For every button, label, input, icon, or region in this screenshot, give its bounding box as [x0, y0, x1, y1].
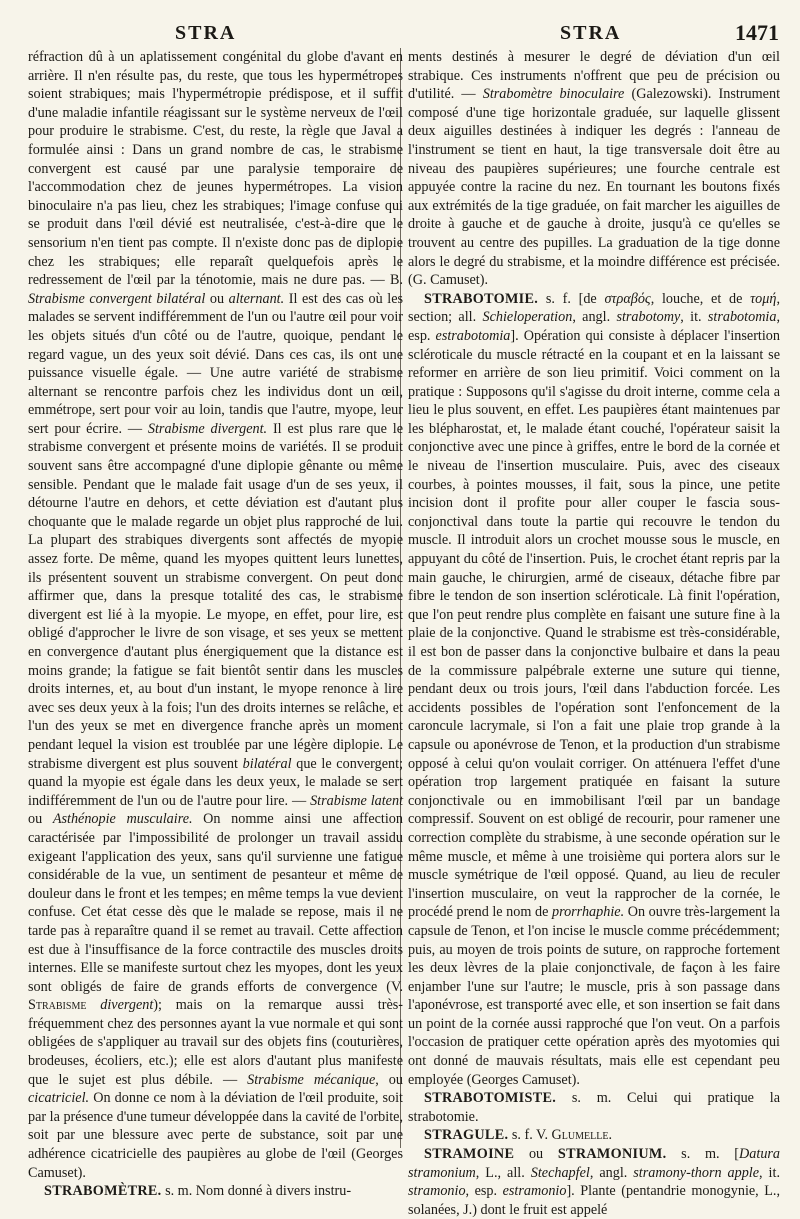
- italic-text: Datura stramonium: [408, 1146, 781, 1181]
- text-run: , section; all.: [408, 290, 780, 326]
- text-run: ou: [209, 290, 225, 307]
- text-run: , it.: [680, 309, 702, 326]
- text-run: ments destinés à mesurer le degré de déviation d'un œil strabique. Ces instruments n'offrent que peu de précision ou d'utilité. —: [408, 49, 780, 103]
- headword-strabotomiste: STRABOTOMISTE.: [424, 1090, 557, 1107]
- italic-text: estramonio: [502, 1183, 567, 1200]
- text-run: ); mais on la remarque aussi très-fréquemment chez des personnes ayant la vue normale et qui sont obligées de s'appliquer au travail sur des objets fins (couturières, brodeuses, écoliers, etc.); elle est alors d'autant plus manifeste que le sujet est plus débile. —: [28, 997, 403, 1088]
- italic-text: stramonio: [408, 1183, 466, 1200]
- running-head-right: STRA: [560, 22, 622, 44]
- text-run: , angl.: [572, 309, 611, 326]
- text-run: (Galezowski). Instrument composé d'une tige horizontale graduée, sur laquelle glissent deux aiguilles destinées à indiquer les degrés : l'anneau de l'instrument se tient en haut, la tige transversale doit être au niveau des paupières supérieures; une fourche centrale est appuyée contre la racine du nez. En tournant les boutons fixés aux extrémités de la tige graduée, on fait marcher les aiguilles de droite à gauche et de gauche à droite, jusqu'à ce qu'elles se trouvent au centre des pupilles. La graduation de la tige donne alors le degré du strabisme, et la moindre différence est précisée. (G. Camuset).: [408, 86, 781, 289]
- text-run: On donne ce nom à la déviation de l'œil produite, soit par la présence d'une tumeur développée dans la cavité de l'orbite, soit par une blessure avec perte de substance, soit par une adhérence cicatricielle des paupières au globe de l'œil (Georges Camuset).: [28, 1090, 404, 1181]
- text-run: s. m. [: [681, 1146, 740, 1163]
- text-run: ]. Opération qui consiste à déplacer l'insertion scléroticale du muscle rétracté en la coupant et en la laissant se reformer en arrière de son lieu primitif. Voici comment on la pratique : Supposons qu'il s'agisse du droit interne, comme cela a lieu le plus souvent, en effet. Les paupières étant maintenues par les blépharostat, et, le malade étant couché, l'opérateur saisit la conjonctive avec une pince à griffes, entre le bord de la cornée et le niveau de l'insertion musculaire. Puis, avec des ciseaux courbes, à pointes mousses, il fait, sous la pince, une petite incision dont il profite pour aller couper le fascia sous-conjonctival dans toute la partie qui recouvre le tendon du muscle. Il introduit alors un crochet mousse sous le muscle, en appuyant du côté de l'insertion. Puis, le crochet étant repris par la main gauche, le chirurgien, armé de ciseaux, détache fibre par fibre le tendon de son insertion scléroticale. Là finit l'opération, que l'on peut rendre plus complète en faisant une suture fine à la plaie de la conjonctive. Quand le strabisme est très-considérable, il est bon de passer dans la conjonctive bulbaire et dans la peau de la commissure palpébrale externe une suture qui tienne, pendant deux ou trois jours, l'œil dans l'abduction forcée. Les accidents possibles de l'opération sont l'enfoncement de la caroncule lacrymale, si l'on a fait une plaie trop grande à la capsule ou aponévrose de Tenon, et la production d'un strabisme opposé à celui qu'on voulait corriger. On atténuera l'effet d'une opération trop largement pratiquée en faisant la suture conjonctivale ou en immobilisant l'œil par un bandage compressif. Souvent on est obligé de recourir, pour ramener une correction complète du strabisme, à une seconde opération sur le même muscle, et même à une troisième qui portera alors sur le muscle symétrique de l'œil opposé. Quand, au lieu de reculer l'insertion musculaire, on veut la rapprocher de la cornée, le procédé prend le nom de: [408, 327, 780, 921]
- strabisme-continuation: [28, 48, 403, 1182]
- italic-text: Asthénopie musculaire.: [52, 811, 193, 828]
- italic-text: cicatriciel.: [28, 1090, 90, 1107]
- running-head-left: STRA: [175, 22, 237, 44]
- text-run: s. m. Nom donné à divers instru-: [165, 1183, 352, 1200]
- italic-text: estrabotomia: [435, 327, 511, 344]
- text-run: , angl.: [589, 1164, 628, 1181]
- running-head: [0, 10, 800, 46]
- text-run: réfraction dû à un aplatissement congénital du globe d'avant en arrière. Il n'en résulte pas, du reste, que tous les hypermétropes soient strabiques; mais l'hypermétropie prédispose, et il suffit d'une maladie infantile réagissant sur le système nerveux de l'œil pour produire le strabisme. C'est, du reste, la règle que Javal a formulée ainsi : Dans un grand nombre de cas, le strabisme convergent est causé par une paralysie temporaire de l'accommodation chez de jeunes hypermétropes. La vision binoculaire n'a pas lieu, chez les strabiques; l'image confuse qui se produit dans l'œil dévié est neutralisée, c'est-à-dire que le sensorium n'en tient pas compte. Il n'existe donc pas de diplopie chez les strabiques; elle reparaît quelquefois après le redressement de l'œil par la ténotomie, mais ne dure pas. — B.: [28, 49, 403, 289]
- italic-text: strabotomia: [707, 309, 777, 326]
- text-run: On ouvre très-largement la capsule de Tenon, et l'on incise le muscle comme précédemment; puis, au moyen de trois points de suture, on rapproche fortement les deux lèvres de la plaie conjonctivale, de façon à les faire enjamber l'une sur l'autre; le muscle, pris à son passage dans l'aponévrose, est transporté avec elle, et son insertion se fait dans un point de la cornée aussi rapproché que l'on veut. On a parfois l'occasion de pratiquer cette opération après des myotomies qui ont donné de mauvais résultats, mais elle est cependant peu employée (Georges Camuset).: [408, 904, 781, 1088]
- text-run: , it.: [759, 1164, 780, 1181]
- entry-stragule: [408, 1126, 780, 1145]
- italic-text: Strabomètre binoculaire: [482, 86, 625, 103]
- headword-stragule: STRAGULE.: [424, 1127, 509, 1144]
- text-run: ou: [528, 1146, 544, 1163]
- italic-text: τομή: [750, 290, 777, 307]
- text-run: que le convergent; quand la myopie est égale dans les deux yeux, le malade se sert indifféremment de l'un ou de l'autre pour lire. —: [28, 755, 404, 809]
- italic-text: divergent: [100, 997, 154, 1014]
- text-run: s. f. [de: [545, 290, 597, 307]
- italic-text: bilatéral: [242, 755, 292, 772]
- italic-text: prorrhaphie.: [551, 904, 625, 921]
- headword-stramoine: STRAMOINE: [424, 1146, 515, 1163]
- text-run: Glumelle.: [551, 1127, 612, 1144]
- text-run: Strabisme: [28, 997, 87, 1014]
- italic-text: Strabisme divergent.: [147, 420, 268, 437]
- entry-strabotomiste: [408, 1089, 780, 1126]
- italic-text: alternant.: [228, 290, 285, 307]
- text-run: ou: [28, 811, 43, 828]
- text-run: Il est des cas où les malades se servent indifféremment de l'un ou l'autre œil pour voir les objets situés d'un côté ou de l'autre, quoique, pendant le regard vague, un des yeux soit dévié. Dans ces cas, ils ont une puissance visuelle égale. — Une autre variété de strabisme alternant se rencontre parfois chez les individus dont un œil, emmétrope, sert pour voir au loin, tandis que l'autre, myope, leur sert pour écrire. —: [28, 290, 404, 437]
- text-run: Il est plus rare que le strabisme convergent et présente moins de variétés. Il se produit souvent sans être accompagné d'une diplopie gênante ou même sensible. Pendant que le malade fait usage d'un de ses yeux, il détourne l'autre en dehors, et cette déviation est d'autant plus choquante que le malade regarde un objet plus rapproché de lui. La plupart des strabiques divergents sont affectés de myopie assez forte. De même, quand les myopes quittent leurs lunettes, ils présentent souvent un strabisme convergent. On peut donc affirmer que, dans la presque totalité des cas, le strabisme divergent est lié à la myopie. Le myope, en effet, pour lire, est obligé d'approcher le livre de son visage, et ses yeux se mettent en convergence d'autant plus énergiquement que la distance est moins grande; la fatigue se fait bientôt sentir dans les muscles droits internes, et, au bout d'un instant, le myope renonce à lire avec ses deux yeux à la fois; l'un des droits internes se relâche, et l'un des yeux se met en divergence franche après un moment pendant lequel la vision est troublée par une légère diplopie. Le strabisme divergent est plus souvent: [28, 420, 403, 772]
- italic-text: stramony-thorn apple: [633, 1164, 760, 1181]
- text-run: s. m. Celui qui pratique la strabotomie.: [408, 1090, 780, 1125]
- strabometre-continuation: [408, 48, 780, 290]
- text-run: , louche, et de: [650, 290, 743, 307]
- italic-text: στραβός: [604, 290, 651, 307]
- text-run: , L., all.: [475, 1164, 525, 1181]
- left-column: [28, 48, 403, 1201]
- headword-strabometre: STRABOMÈTRE.: [44, 1183, 162, 1200]
- italic-text: Strabisme latent: [310, 792, 404, 809]
- text-run: On nomme ainsi une affection caractérisée par l'impossibilité de prolonger un travail assidu exigeant l'application des yeux, sans qu'il survienne une fatigue considérable de la vue, un sentiment de pesanteur et même de douleur dans le front et les tempes; en même temps la vue devient confuse. Cet état cesse dès que le malade se repose, mais il ne tarde pas à reparaître quand il se remet au travail. Cette affection est due à l'insuffisance de la force contractile des muscles droits internes. Elle se manifeste surtout chez les myopes, dont les yeux sont obligés de faire de grands efforts de convergence (V.: [28, 811, 403, 995]
- entry-strabometre: [28, 1182, 403, 1201]
- text-run: ]. Plante (pentandrie monogynie, L., solanées, J.) dont le fruit est appelé: [408, 1183, 781, 1218]
- headword-strabotomie: STRABOTOMIE.: [424, 290, 539, 307]
- entry-strabotomie: [408, 290, 780, 1090]
- text-run: s. f. V.: [511, 1127, 548, 1144]
- text-run: , esp.: [408, 309, 781, 344]
- italic-text: Schieloperation: [482, 309, 573, 326]
- text-run: , ou: [375, 1071, 403, 1088]
- right-column: [408, 48, 780, 1219]
- entry-stramoine: [408, 1145, 780, 1219]
- italic-text: Stechapfel: [530, 1164, 590, 1181]
- headword-stramonium: STRAMONIUM.: [557, 1146, 667, 1163]
- page-number: 1471: [735, 20, 779, 45]
- italic-text: Strabisme mécanique: [247, 1071, 376, 1088]
- italic-text: strabotomy: [616, 309, 681, 326]
- italic-text: Strabisme convergent bilatéral: [28, 290, 206, 307]
- text-run: , esp.: [465, 1183, 498, 1200]
